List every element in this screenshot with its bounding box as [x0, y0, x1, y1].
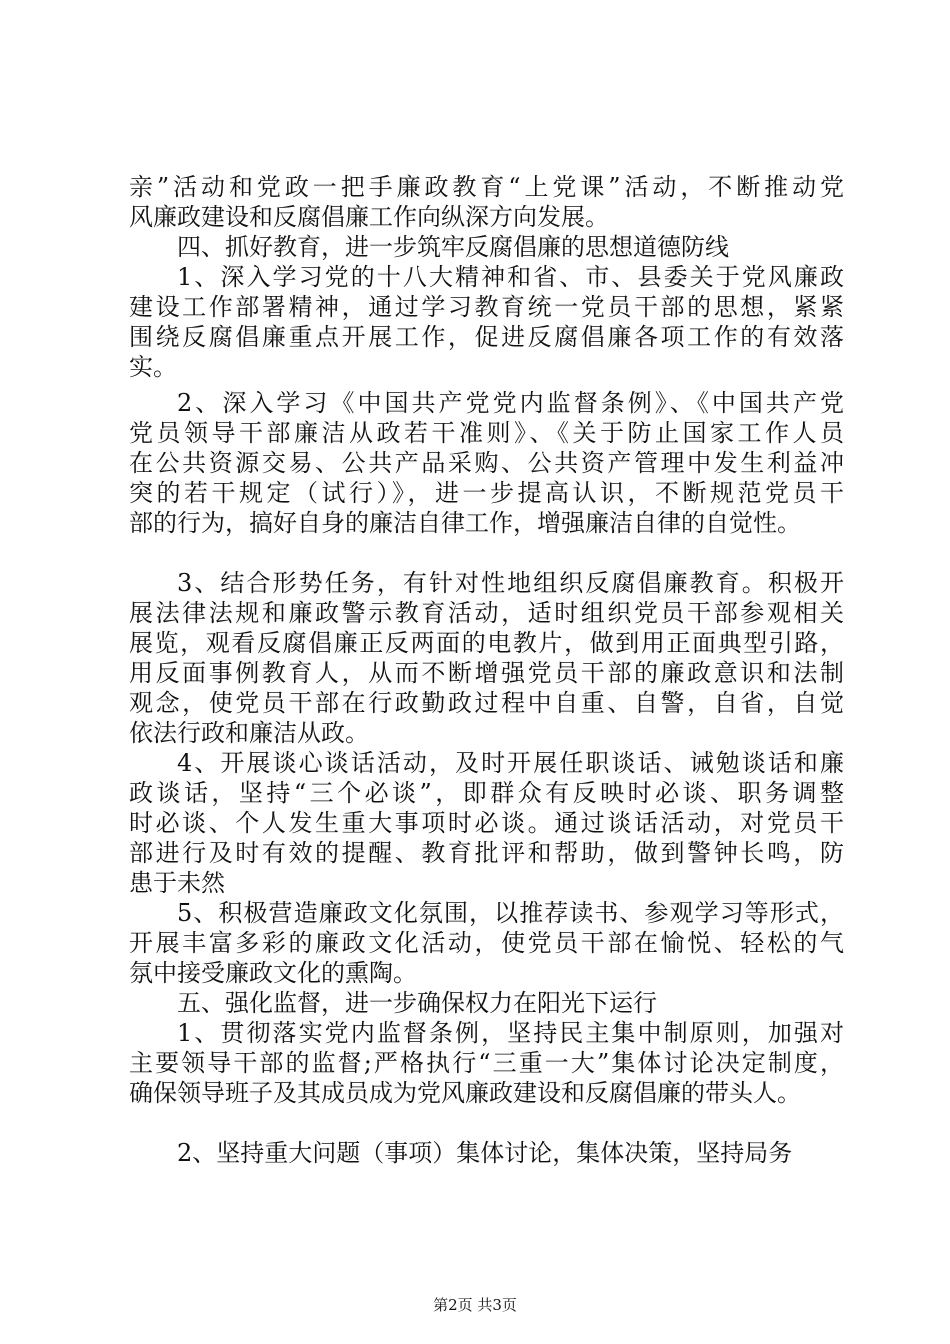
paragraph-line: 主要领导干部的监督;严格执行“三重一大”集体讨论决定制度，	[129, 1049, 844, 1077]
paragraph-line: 3、结合形势任务，有针对性地组织反腐倡廉教育。积极开	[177, 569, 844, 597]
paragraph-line: 实。	[129, 353, 177, 381]
paragraph-line: 突的若干规定（试行）》，进一步提高认识，不断规范党员干	[129, 479, 844, 507]
paragraph-line: 2、深入学习《中国共产党党内监督条例》、《中国共产党	[177, 389, 844, 417]
paragraph-line: 1、贯彻落实党内监督条例，坚持民主集中制原则，加强对	[177, 1019, 844, 1047]
paragraph-line: 确保领导班子及其成员成为党风廉政建设和反腐倡廉的带头人。	[129, 1079, 801, 1107]
paragraph-line: 风廉政建设和反腐倡廉工作向纵深方向发展。	[129, 203, 609, 231]
paragraph-line: 亲”活动和党政一把手廉政教育“上党课”活动，不断推动党	[129, 173, 844, 201]
section-heading: 四、抓好教育，进一步筑牢反腐倡廉的思想道德防线	[177, 233, 729, 261]
paragraph-line: 用反面事例教育人，从而不断增强党员干部的廉政意识和法制	[129, 659, 844, 687]
paragraph-line: 展览，观看反腐倡廉正反两面的电教片，做到用正面典型引路，	[129, 629, 844, 657]
paragraph-line: 观念，使党员干部在行政勤政过程中自重、自警，自省，自觉	[129, 689, 844, 717]
page-footer	[0, 1295, 950, 1315]
paragraph-line: 5、积极营造廉政文化氛围，以推荐读书、参观学习等形式，	[177, 899, 844, 927]
paragraph-line: 在公共资源交易、公共产品采购、公共资产管理中发生利益冲	[129, 449, 844, 477]
page-number: 第2页 共3页	[433, 1296, 517, 1314]
paragraph-line: 开展丰富多彩的廉政文化活动，使党员干部在愉悦、轻松的气	[129, 929, 844, 957]
paragraph-line: 建设工作部署精神，通过学习教育统一党员干部的思想，紧紧	[129, 293, 844, 321]
paragraph-line: 党员领导干部廉洁从政若干准则》、《关于防止国家工作人员	[129, 419, 844, 447]
paragraph-line: 政谈话，坚持“三个必谈”，即群众有反映时必谈、职务调整	[129, 779, 844, 807]
paragraph-line: 部进行及时有效的提醒、教育批评和帮助，做到警钟长鸣，防	[129, 839, 844, 867]
paragraph-line: 2、坚持重大问题（事项）集体讨论，集体决策，坚持局务	[177, 1139, 793, 1167]
paragraph-line: 围绕反腐倡廉重点开展工作，促进反腐倡廉各项工作的有效落	[129, 323, 844, 351]
paragraph-line: 时必谈、个人发生重大事项时必谈。通过谈话活动，对党员干	[129, 809, 844, 837]
paragraph-line: 4、开展谈心谈话活动，及时开展任职谈话、诫勉谈话和廉	[177, 749, 844, 777]
paragraph-line: 部的行为，搞好自身的廉洁自律工作，增强廉洁自律的自觉性。	[129, 509, 801, 537]
paragraph-line: 氛中接受廉政文化的熏陶。	[129, 959, 417, 987]
section-heading: 五、强化监督，进一步确保权力在阳光下运行	[177, 989, 657, 1017]
paragraph-line: 依法行政和廉洁从政。	[129, 719, 369, 747]
document-body	[129, 172, 844, 1168]
paragraph-line: 患于未然	[129, 869, 225, 897]
paragraph-line: 1、深入学习党的十八大精神和省、市、县委关于党风廉政	[177, 263, 844, 291]
paragraph-line: 展法律法规和廉政警示教育活动，适时组织党员干部参观相关	[129, 599, 844, 627]
